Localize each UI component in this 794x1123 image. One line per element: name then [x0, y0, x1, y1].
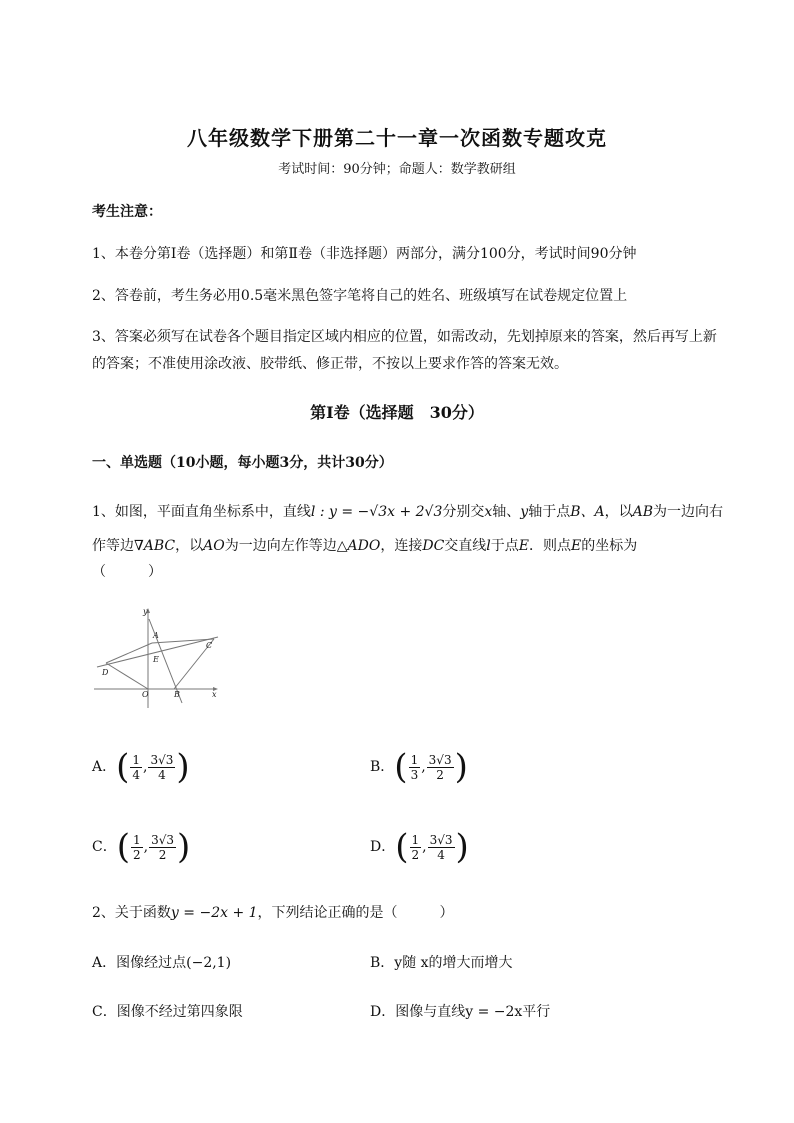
question-1-blank: （ ） [92, 564, 162, 580]
part-heading: 一、单选题（10小题，每小题3分，共计30分） [92, 455, 393, 471]
label-o: O [142, 690, 149, 699]
notice-item-3: 3、答案必须写在试卷各个题目指定区域内相应的位置，如需改动，先划掉原来的答案，然后再写上新 [92, 329, 717, 345]
label-e: E [153, 655, 159, 664]
q1-option-d[interactable]: D．( $\frac{1}{2}$ , $\frac{3√3}{4}$ ) [370, 827, 469, 867]
line-equation: l : y = −√3x + 2√3 [310, 504, 443, 520]
function-expression: y = −2x + 1 [170, 905, 258, 921]
segment-da [106, 643, 152, 663]
notice-item-3-cont: 的答案；不准使用涂改液、胶带纸、修正带，不按以上要求作答的答案无效。 [92, 356, 568, 372]
notice-item-2: 2、答卷前，考生务必用0.5毫米黑色签字笔将自己的姓名、班级填写在试卷规定位置上 [92, 288, 628, 304]
q1-option-b[interactable]: B．( $\frac{1}{3}$ , $\frac{3√3}{2}$ ) [370, 747, 468, 787]
page-title: 八年级数学下册第二十一章一次函数专题攻克 [187, 126, 607, 150]
q1-option-c[interactable]: C．( $\frac{1}{2}$ , $\frac{3√3}{2}$ ) [92, 827, 191, 867]
q2-option-c[interactable]: C．图像不经过第四象限 [92, 1004, 243, 1020]
segment-do [106, 663, 148, 689]
question-1-line-2: 作等边∇ABC，以AO为一边向左作等边△ADO，连接DC交直线l于点E．则点E的坐标为 [92, 538, 638, 554]
label-a: A [153, 631, 159, 640]
notice-heading: 考生注意： [92, 204, 162, 220]
frac: $\frac{1}{4}$ [132, 752, 141, 782]
label-y: y [143, 607, 148, 616]
q2-option-a[interactable]: A．图像经过点(−2,1) [92, 955, 232, 971]
q2-option-b[interactable]: B．y随 x的增大而增大 [370, 955, 513, 971]
segment-ac [152, 639, 214, 643]
label-d: D [102, 668, 109, 677]
figure-svg [92, 605, 222, 710]
coordinate-figure [92, 605, 222, 714]
label-x: x [212, 690, 217, 699]
notice-item-1: 1、本卷分第I卷（选择题）和第Ⅱ卷（非选择题）两部分，满分100分，考试时间90分钟 [92, 246, 637, 262]
label-b: B [174, 690, 180, 699]
q2-option-d[interactable]: D．图像与直线y = −2x平行 [370, 1004, 551, 1020]
question-1-line-1: 1、如图，平面直角坐标系中，直线l : y = −√3x + 2√3分别交x轴、y轴于点B、A，以AB为一边向右 [92, 504, 724, 520]
q1-option-a[interactable]: A．( $\frac{1}{4}$ , $\frac{3√3}{4}$ ) [92, 747, 190, 787]
question-2: 2、关于函数y = −2x + 1，下列结论正确的是（ ） [92, 905, 454, 921]
exam-info: 考试时间：90分钟；命题人：数学教研组 [278, 162, 516, 177]
section-title: 第I卷（选择题 30分） [310, 403, 484, 422]
label-c: C [206, 641, 213, 650]
